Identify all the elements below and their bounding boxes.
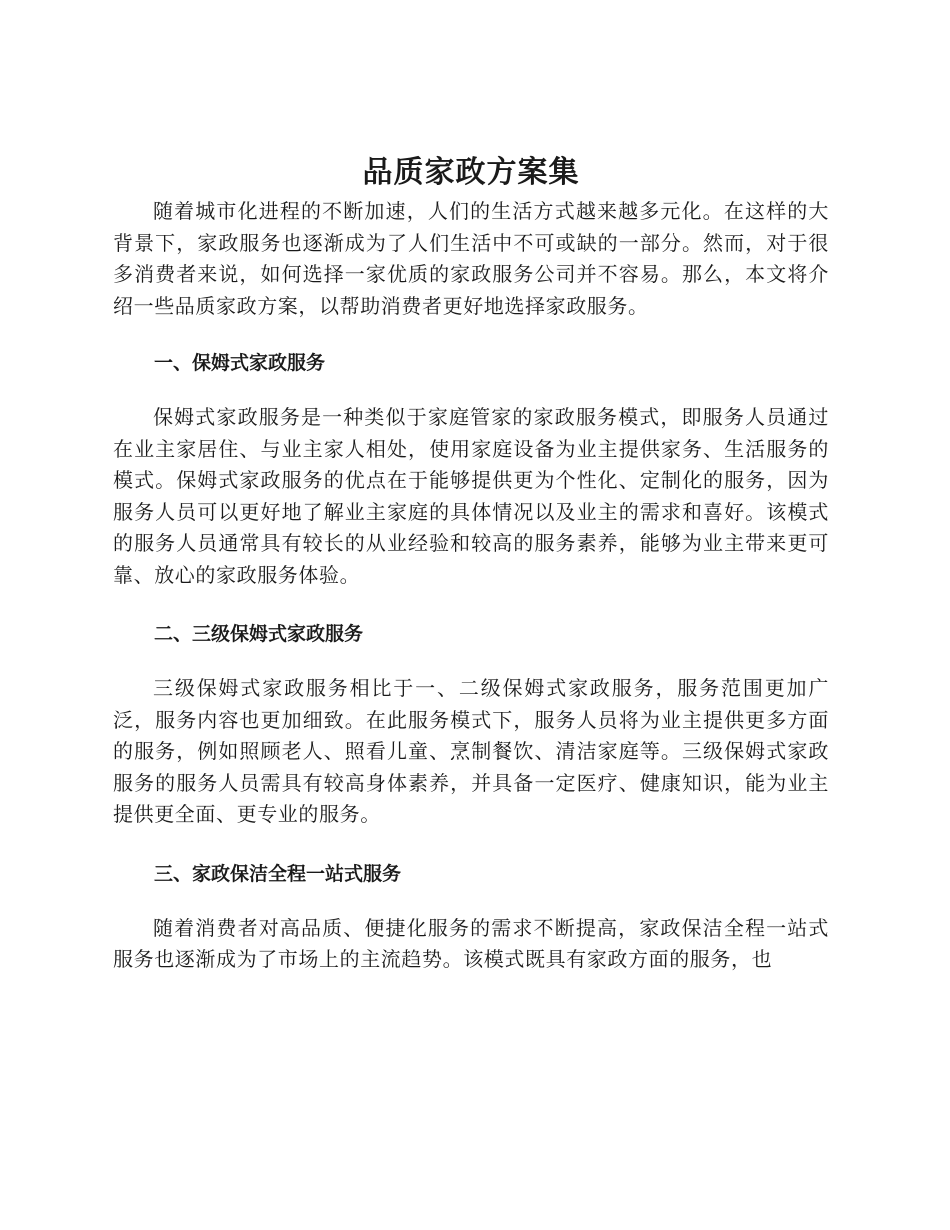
section-body-1: 保姆式家政服务是一种类似于家庭管家的家政服务模式，即服务人员通过在业主家居住、与业主家人相处，使用家庭设备为业主提供家务、生活服务的模式。保姆式家政服务的优点在于能够提供更为个性化、定制化的服务，因为服务人员可以更好地了解业主家庭的具体情况以及业主的需求和喜好。该模式的服务人员通常具有较长的从业经验和较高的服务素养，能够为业主带来更可靠、放心的家政服务体验。 <box>113 405 829 587</box>
spacer <box>113 591 829 619</box>
document-page <box>113 150 829 976</box>
spacer <box>113 649 829 673</box>
spacer <box>113 889 829 913</box>
document-title: 品质家政方案集 <box>362 155 580 190</box>
spacer <box>113 378 829 402</box>
section-heading-3: 三、家政保洁全程一站式服务 <box>154 862 402 885</box>
section-body-3: 随着消费者对高品质、便捷化服务的需求不断提高，家政保洁全程一站式服务也逐渐成为了市场上的主流趋势。该模式既具有家政方面的服务，也 <box>113 915 829 971</box>
spacer <box>113 322 829 348</box>
section-heading-2: 二、三级保姆式家政服务 <box>154 623 364 645</box>
section-body-2: 三级保姆式家政服务相比于一、二级保姆式家政服务，服务范围更加广泛，服务内容也更加细致。在此服务模式下，服务人员将为业主提供更多方面的服务，例如照顾老人、照看儿童、烹制餐饮、清洁家庭等。三级保姆式家政服务的服务人员需具有较高身体素养，并具备一定医疗、健康知识，能为业主提供更全面、更专业的服务。 <box>113 676 829 826</box>
spacer <box>113 831 829 859</box>
intro-paragraph: 随着城市化进程的不断加速，人们的生活方式越来越多元化。在这样的大背景下，家政服务也逐渐成为了人们生活中不可或缺的一部分。然而，对于很多消费者来说，如何选择一家优质的家政服务公司并不容易。那么，本文将介绍一些品质家政方案，以帮助消费者更好地选择家政服务。 <box>113 199 829 318</box>
section-heading-1: 一、保姆式家政服务 <box>154 352 326 374</box>
